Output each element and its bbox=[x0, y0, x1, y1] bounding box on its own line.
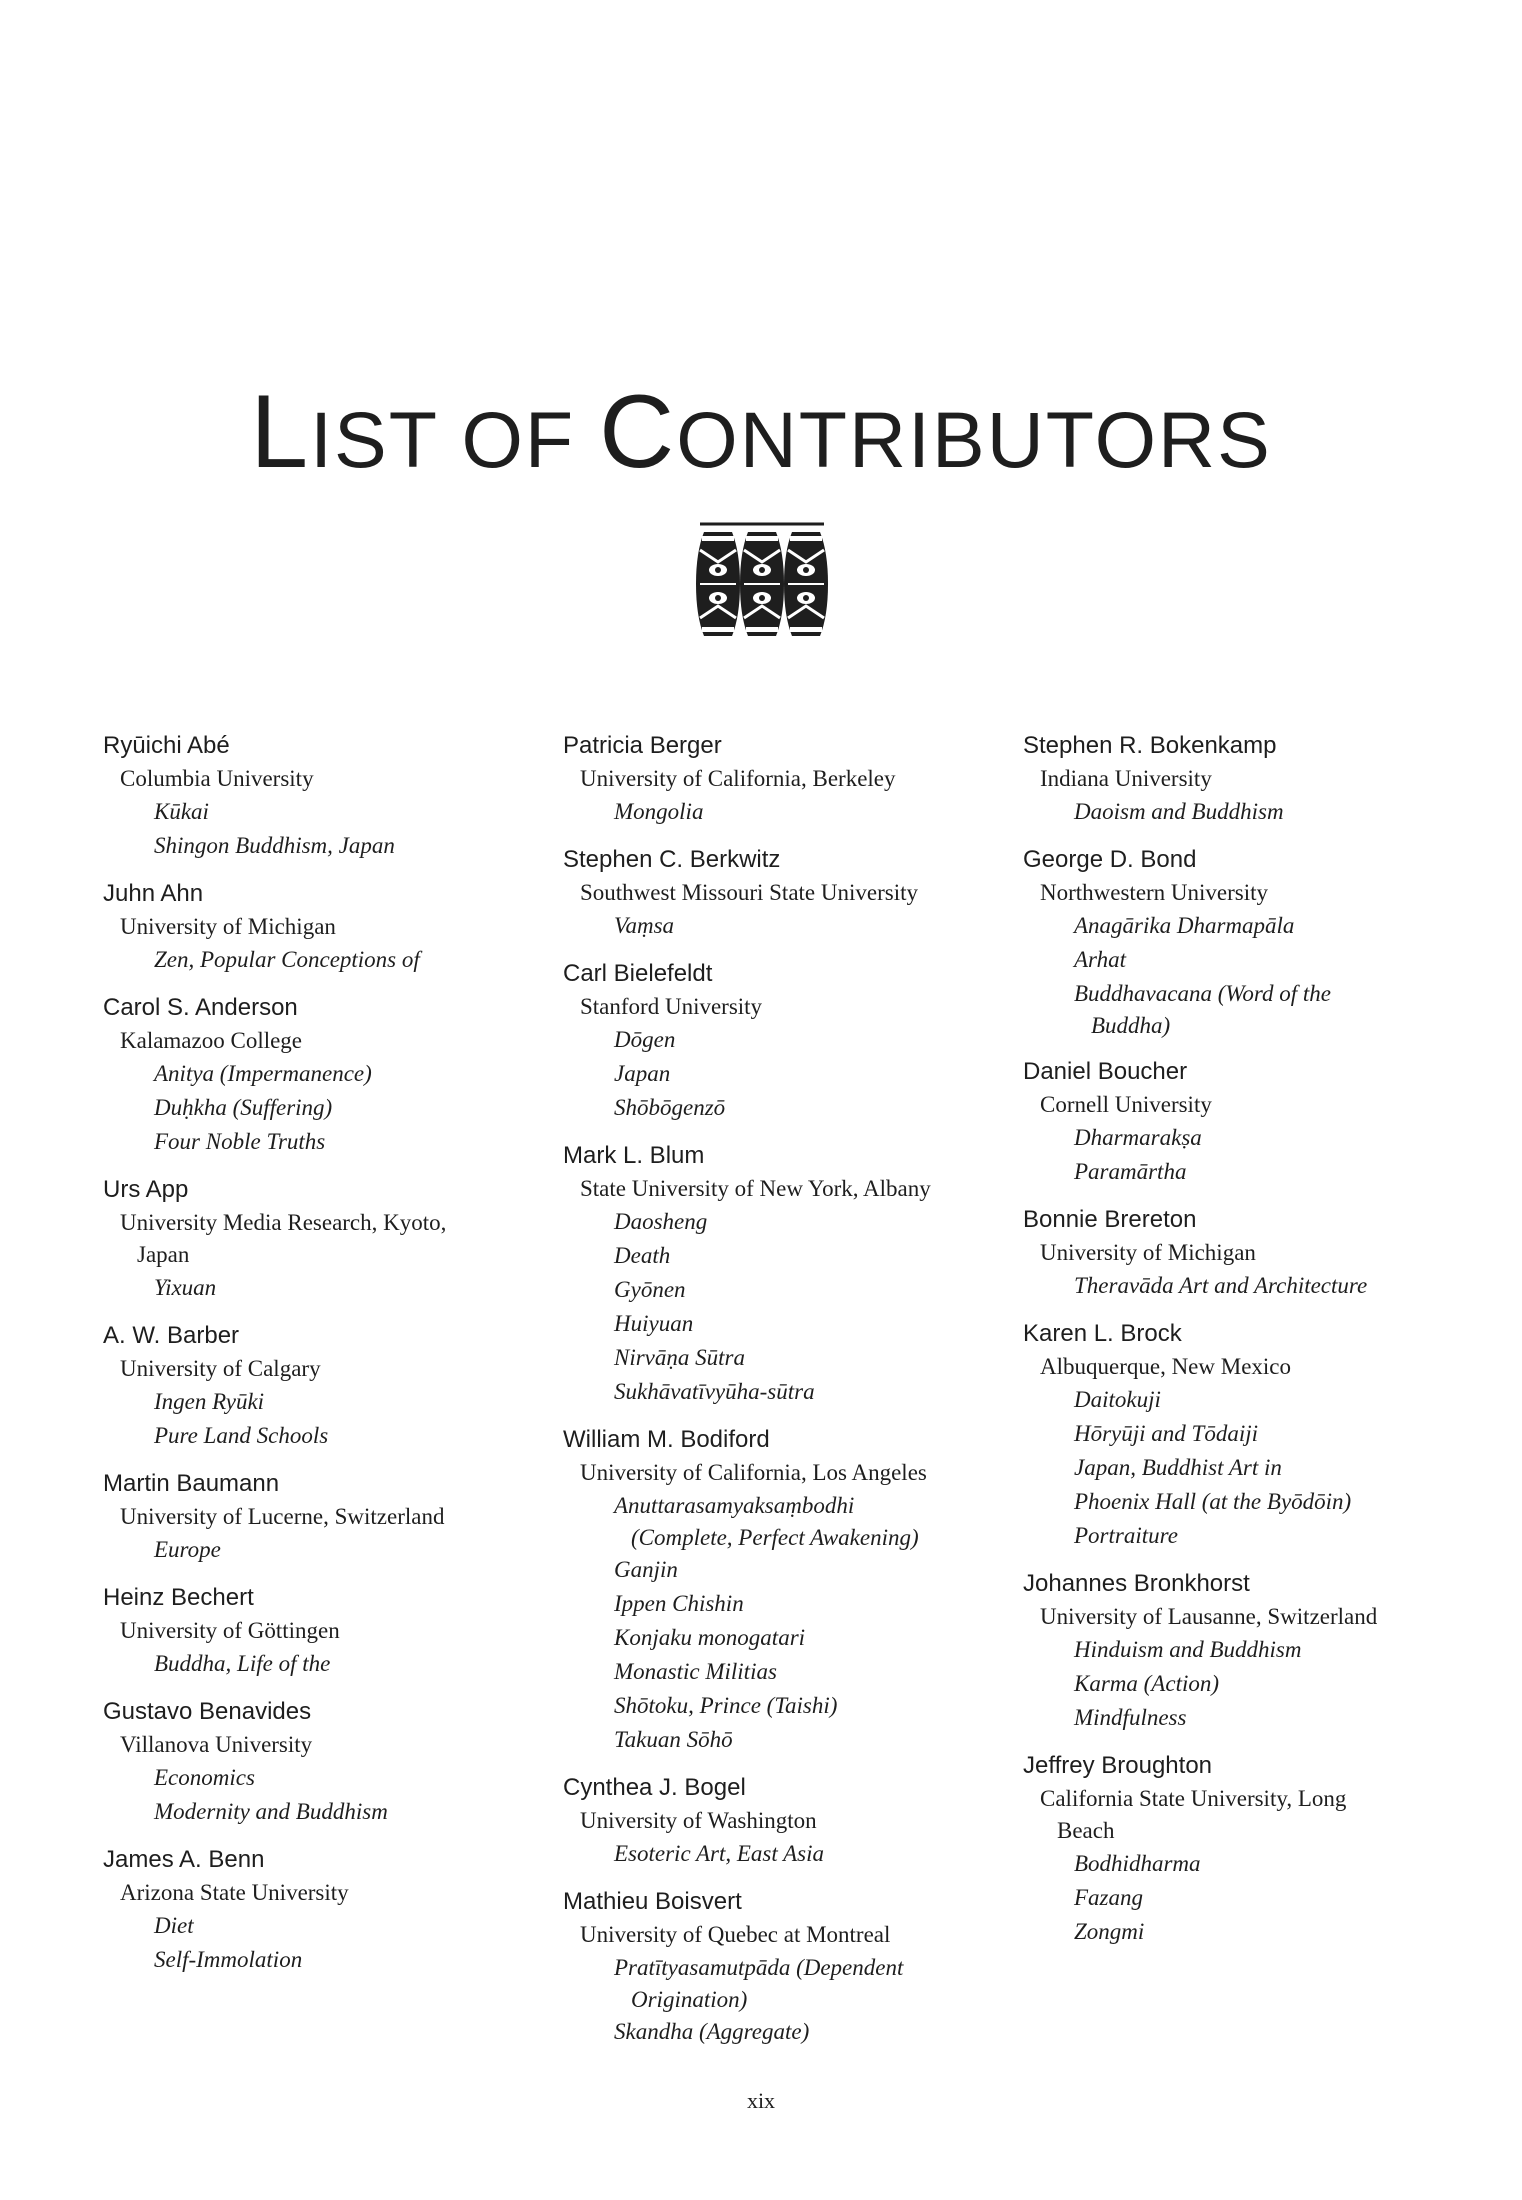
contributor-entry bbox=[1023, 1054, 1443, 1189]
contributor-name: Mathieu Boisvert bbox=[563, 1888, 742, 1915]
contributor-entry bbox=[103, 1580, 543, 1681]
contributor-entry bbox=[103, 1466, 543, 1567]
contributor-topic: Nirvāṇa Sūtra bbox=[614, 1345, 745, 1370]
contributor-affiliation: Stanford University bbox=[580, 994, 763, 1019]
contributor-entry bbox=[103, 1318, 543, 1453]
contributor-topic: Anitya (Impermanence) bbox=[154, 1061, 372, 1086]
contributor-topic: Four Noble Truths bbox=[154, 1129, 326, 1154]
contributor-topic: Paramārtha bbox=[1074, 1159, 1187, 1184]
contributor-topic: Konjaku monogatari bbox=[614, 1625, 806, 1650]
contributor-affiliation: University Media Research, Kyoto, Japan bbox=[120, 1210, 447, 1267]
contributor-name: William M. Bodiford bbox=[563, 1426, 770, 1453]
contributor-name: James A. Benn bbox=[103, 1846, 265, 1873]
contributor-name: Cynthea J. Bogel bbox=[563, 1774, 746, 1801]
contributor-affiliation: California State University, Long Beach bbox=[1040, 1786, 1347, 1843]
contributor-name: Ryūichi Abé bbox=[103, 732, 230, 759]
contributor-entry bbox=[1023, 1316, 1443, 1553]
contributor-affiliation: University of Lausanne, Switzerland bbox=[1040, 1604, 1378, 1629]
contributor-topic: Monastic Militias bbox=[614, 1659, 777, 1684]
contributor-topic: Duḥkha (Suffering) bbox=[154, 1095, 333, 1120]
contributor-affiliation: State University of New York, Albany bbox=[580, 1176, 931, 1201]
contributor-entry bbox=[1023, 1748, 1443, 1949]
contributor-entry bbox=[1023, 1566, 1443, 1735]
contributor-affiliation: Indiana University bbox=[1040, 766, 1212, 791]
contributors-column-3 bbox=[1023, 728, 1443, 1962]
contributor-topic: Economics bbox=[154, 1765, 255, 1790]
contributor-topic: Hinduism and Buddhism bbox=[1074, 1637, 1302, 1662]
contributor-entry bbox=[563, 728, 1003, 829]
contributor-name: Gustavo Benavides bbox=[103, 1698, 312, 1725]
contributor-topic: Diet bbox=[154, 1913, 194, 1938]
decorative-ornament bbox=[696, 522, 828, 644]
contributor-topic: Ingen Ryūki bbox=[154, 1389, 265, 1414]
contributor-topic: Buddha, Life of the bbox=[154, 1651, 331, 1676]
contributor-topic: Takuan Sōhō bbox=[614, 1727, 733, 1752]
contributor-affiliation: Northwestern University bbox=[1040, 880, 1269, 905]
contributor-topic: Dharmarakṣa bbox=[1074, 1125, 1202, 1150]
contributor-name: Juhn Ahn bbox=[103, 880, 204, 907]
contributor-affiliation: University of Göttingen bbox=[120, 1618, 340, 1643]
contributor-name: Carl Bielefeldt bbox=[563, 960, 713, 987]
page-number: xix bbox=[746, 2088, 776, 2113]
contributor-topic: Daoism and Buddhism bbox=[1074, 799, 1284, 824]
contributor-affiliation: Southwest Missouri State University bbox=[580, 880, 918, 905]
contributor-topic: Skandha (Aggregate) bbox=[614, 2019, 810, 2044]
contributor-name: Heinz Bechert bbox=[103, 1584, 254, 1611]
contributor-entry bbox=[103, 1172, 543, 1305]
contributor-topic: Self-Immolation bbox=[154, 1947, 303, 1972]
contributor-topic: Shōtoku, Prince (Taishi) bbox=[614, 1693, 838, 1718]
contributor-affiliation: Cornell University bbox=[1040, 1092, 1212, 1117]
contributor-affiliation: University of Lucerne, Switzerland bbox=[120, 1504, 445, 1529]
contributor-affiliation: Villanova University bbox=[120, 1732, 313, 1757]
contributor-topic: Phoenix Hall (at the Byōdōin) bbox=[1074, 1489, 1352, 1514]
contributor-topic: Anagārika Dharmapāla bbox=[1074, 913, 1295, 938]
contributor-name: Martin Baumann bbox=[103, 1470, 280, 1497]
contributor-affiliation: Columbia University bbox=[120, 766, 314, 791]
contributor-topic: Mindfulness bbox=[1074, 1705, 1187, 1730]
contributor-entry bbox=[103, 1694, 543, 1829]
contributor-topic: Zongmi bbox=[1074, 1919, 1145, 1944]
contributor-topic: Vaṃsa bbox=[614, 913, 675, 938]
contributor-entry bbox=[103, 876, 543, 977]
contributor-topic: Europe bbox=[154, 1537, 221, 1562]
contributor-affiliation: University of Calgary bbox=[120, 1356, 321, 1381]
contributor-topic: Arhat bbox=[1074, 947, 1126, 972]
contributor-affiliation: Albuquerque, New Mexico bbox=[1040, 1354, 1292, 1379]
contributor-topic: Karma (Action) bbox=[1074, 1671, 1220, 1696]
contributor-name: Johannes Bronkhorst bbox=[1023, 1570, 1250, 1597]
contributor-entry bbox=[103, 728, 543, 863]
contributor-topic: Pure Land Schools bbox=[154, 1423, 329, 1448]
contributor-entry bbox=[563, 1884, 1003, 2049]
contributor-topic: Zen, Popular Conceptions of bbox=[154, 947, 420, 972]
contributor-topic: Portraiture bbox=[1074, 1523, 1178, 1548]
contributor-entry bbox=[1023, 842, 1443, 1041]
contributor-topic: Japan bbox=[614, 1061, 671, 1086]
contributor-topic: Sukhāvatīvyūha-sūtra bbox=[614, 1379, 815, 1404]
contributor-topic: Shōbōgenzō bbox=[614, 1095, 726, 1120]
contributor-topic: Ippen Chishin bbox=[614, 1591, 744, 1616]
contributor-topic: Yixuan bbox=[154, 1275, 217, 1300]
contributor-topic: Modernity and Buddhism bbox=[154, 1799, 388, 1824]
contributor-topic: Daosheng bbox=[614, 1209, 708, 1234]
contributor-entry bbox=[563, 956, 1003, 1125]
contributor-topic: Gyōnen bbox=[614, 1277, 686, 1302]
contributor-topic: Bodhidharma bbox=[1074, 1851, 1201, 1876]
contributor-topic: Shingon Buddhism, Japan bbox=[154, 833, 395, 858]
contributors-column-2 bbox=[563, 728, 1003, 2062]
contributor-topic: Hōryūji and Tōdaiji bbox=[1074, 1421, 1259, 1446]
contributor-topic: Ganjin bbox=[614, 1557, 678, 1582]
contributor-name: Stephen C. Berkwitz bbox=[563, 846, 781, 873]
contributor-entry bbox=[563, 1770, 1003, 1871]
contributor-topic: Huiyuan bbox=[614, 1311, 694, 1336]
contributor-affiliation: University of California, Berkeley bbox=[580, 766, 896, 791]
contributor-entry bbox=[563, 842, 1003, 943]
contributor-topic: Pratītyasamutpāda (Dependent Origination) bbox=[614, 1955, 904, 2012]
contributor-entry bbox=[1023, 1202, 1443, 1303]
contributor-entry bbox=[103, 1842, 543, 1977]
contributors-column-1 bbox=[103, 728, 543, 1990]
contributor-topic: Daitokuji bbox=[1074, 1387, 1161, 1412]
contributor-affiliation: Arizona State University bbox=[120, 1880, 349, 1905]
contributor-topic: Mongolia bbox=[614, 799, 704, 824]
contributor-topic: Anuttarasamyaksaṃbodhi (Complete, Perfect Awakening) bbox=[614, 1493, 919, 1550]
contributor-affiliation: University of Michigan bbox=[120, 914, 336, 939]
contributor-entry bbox=[1023, 728, 1443, 829]
contributor-affiliation: University of Washington bbox=[580, 1808, 817, 1833]
contributor-name: Karen L. Brock bbox=[1023, 1320, 1182, 1347]
contributor-topic: Kūkai bbox=[154, 799, 209, 824]
contributor-affiliation: University of California, Los Angeles bbox=[580, 1460, 927, 1485]
page-title: LIST OF CONTRIBUTORS bbox=[250, 374, 1272, 490]
contributor-name: Urs App bbox=[103, 1176, 189, 1203]
contributor-topic: Esoteric Art, East Asia bbox=[614, 1841, 824, 1866]
contributor-name: Jeffrey Broughton bbox=[1023, 1752, 1213, 1779]
contributor-topic: Fazang bbox=[1074, 1885, 1143, 1910]
contributor-topic: Death bbox=[614, 1243, 671, 1268]
contributor-name: Carol S. Anderson bbox=[103, 994, 298, 1021]
contributor-name: George D. Bond bbox=[1023, 846, 1197, 873]
contributor-name: Patricia Berger bbox=[563, 732, 722, 759]
contributor-name: Mark L. Blum bbox=[563, 1142, 705, 1169]
contributor-entry bbox=[563, 1422, 1003, 1757]
contributor-topic: Japan, Buddhist Art in bbox=[1074, 1455, 1282, 1480]
contributor-affiliation: University of Michigan bbox=[1040, 1240, 1256, 1265]
contributor-topic: Dōgen bbox=[614, 1027, 676, 1052]
contributor-name: Bonnie Brereton bbox=[1023, 1206, 1197, 1233]
contributor-affiliation: Kalamazoo College bbox=[120, 1028, 303, 1053]
contributor-topic: Theravāda Art and Architecture bbox=[1074, 1273, 1368, 1298]
contributor-name: Stephen R. Bokenkamp bbox=[1023, 732, 1277, 759]
contributor-entry bbox=[563, 1138, 1003, 1409]
contributor-affiliation: University of Quebec at Montreal bbox=[580, 1922, 891, 1947]
contributor-name: A. W. Barber bbox=[103, 1322, 240, 1349]
contributor-entry bbox=[103, 990, 543, 1159]
contributor-topic: Buddhavacana (Word of the Buddha) bbox=[1074, 981, 1332, 1038]
contributor-name: Daniel Boucher bbox=[1023, 1058, 1188, 1085]
